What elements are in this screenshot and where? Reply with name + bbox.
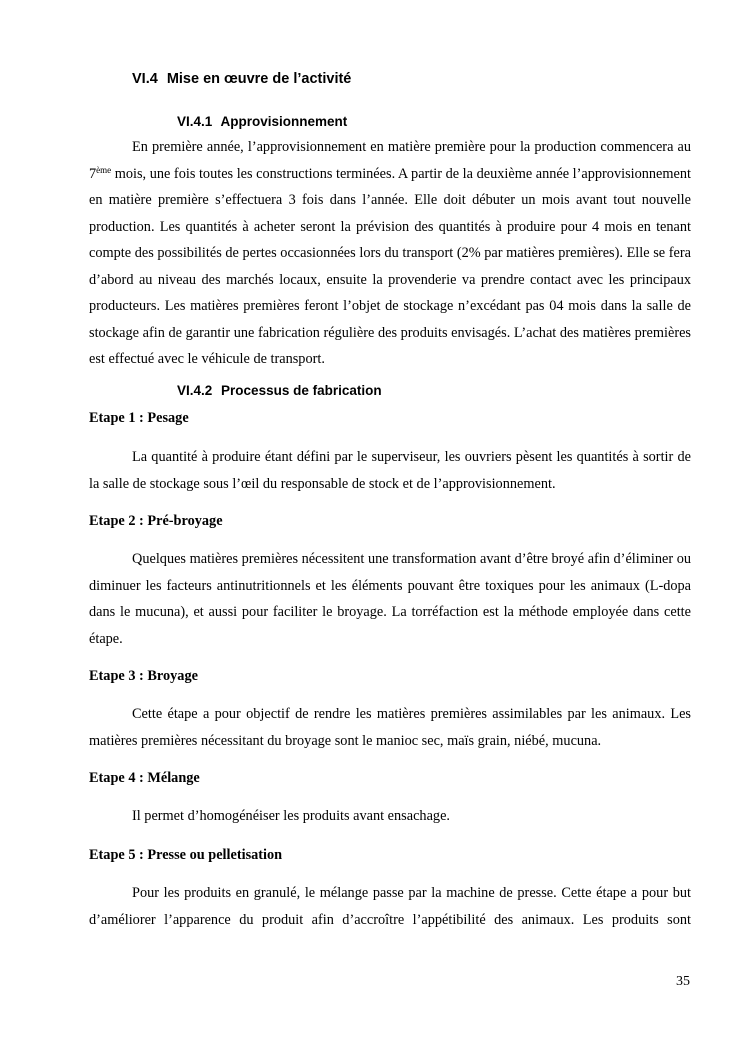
subsection-title: Processus de fabrication <box>221 383 382 398</box>
subsection-number: VI.4.1 <box>177 114 213 129</box>
step-5-text: Pour les produits en granulé, le mélange passe par la machine de presse. Cette étape a pour but d’améliorer l’apparence du produit afin d’accroître l’appétibilité des animaux. Les produits sont <box>89 885 691 928</box>
step-3-heading: Etape 3 : Broyage <box>89 668 198 684</box>
section-number: VI.4 <box>132 71 158 87</box>
approvisionnement-paragraph <box>89 134 691 373</box>
subsection-title: Approvisionnement <box>220 114 348 129</box>
paragraph-text-start: En première année, l’approvisionnement en matière première pour la production commencera au 7 <box>89 139 691 182</box>
step-1-text: La quantité à produire étant défini par le superviseur, les ouvriers pèsent les quantités à sortir de la salle de stockage sous l’œil du responsable de stock et de l’approvisionnement. <box>89 449 691 492</box>
paragraph-text-end: mois, une fois toutes les constructions terminées. A partir de la deuxième année l’approvisionnement en matière première s’effectuera 3 fois dans l’année. Elle doit débuter un mois avant tout nouvelle production. Les quantités à acheter seront la prévision des quantités à produire pour 4 mois en tenant compte des possibilités de pertes occasionnées lors du transport (2% par matières premières). Elle se fera d’abord au niveau des marchés locaux, ensuite la provenderie va prendre contact avec les principaux producteurs. Les matières premières feront l’objet de stockage n’excédant pas 04 mois dans la salle de stockage afin de garantir une fabrication régulière des produits envisagés. L’achat des matières premières est effectué avec le véhicule de transport. <box>89 165 691 367</box>
section-heading <box>132 71 351 87</box>
superscript-ordinal: ème <box>96 164 112 175</box>
subsection-heading-processus <box>177 383 382 398</box>
step-2-text: Quelques matières premières nécessitent une transformation avant d’être broyé afin d’éliminer ou diminuer les facteurs antinutritionnels et les éléments pouvant être toxiques pour les animaux (L-dopa dans le mucuna), et aussi pour faciliter le broyage. La torréfaction est la méthode employée dans cette étape. <box>89 551 691 647</box>
page-number: 35 <box>676 974 690 989</box>
step-1-heading: Etape 1 : Pesage <box>89 410 189 426</box>
step-5-heading: Etape 5 : Presse ou pelletisation <box>89 847 283 863</box>
subsection-heading-approvisionnement <box>177 114 347 129</box>
step-3-text: Cette étape a pour objectif de rendre les matières premières assimilables par les animaux. Les matières premières nécessitant du broyage sont le manioc sec, maïs grain, niébé, mucuna. <box>89 706 691 749</box>
section-title: Mise en œuvre de l’activité <box>166 71 352 87</box>
step-2-heading: Etape 2 : Pré-broyage <box>89 513 223 529</box>
subsection-number: VI.4.2 <box>177 383 213 398</box>
step-4-heading: Etape 4 : Mélange <box>89 770 200 786</box>
step-4-text: Il permet d’homogénéiser les produits avant ensachage. <box>132 808 450 824</box>
